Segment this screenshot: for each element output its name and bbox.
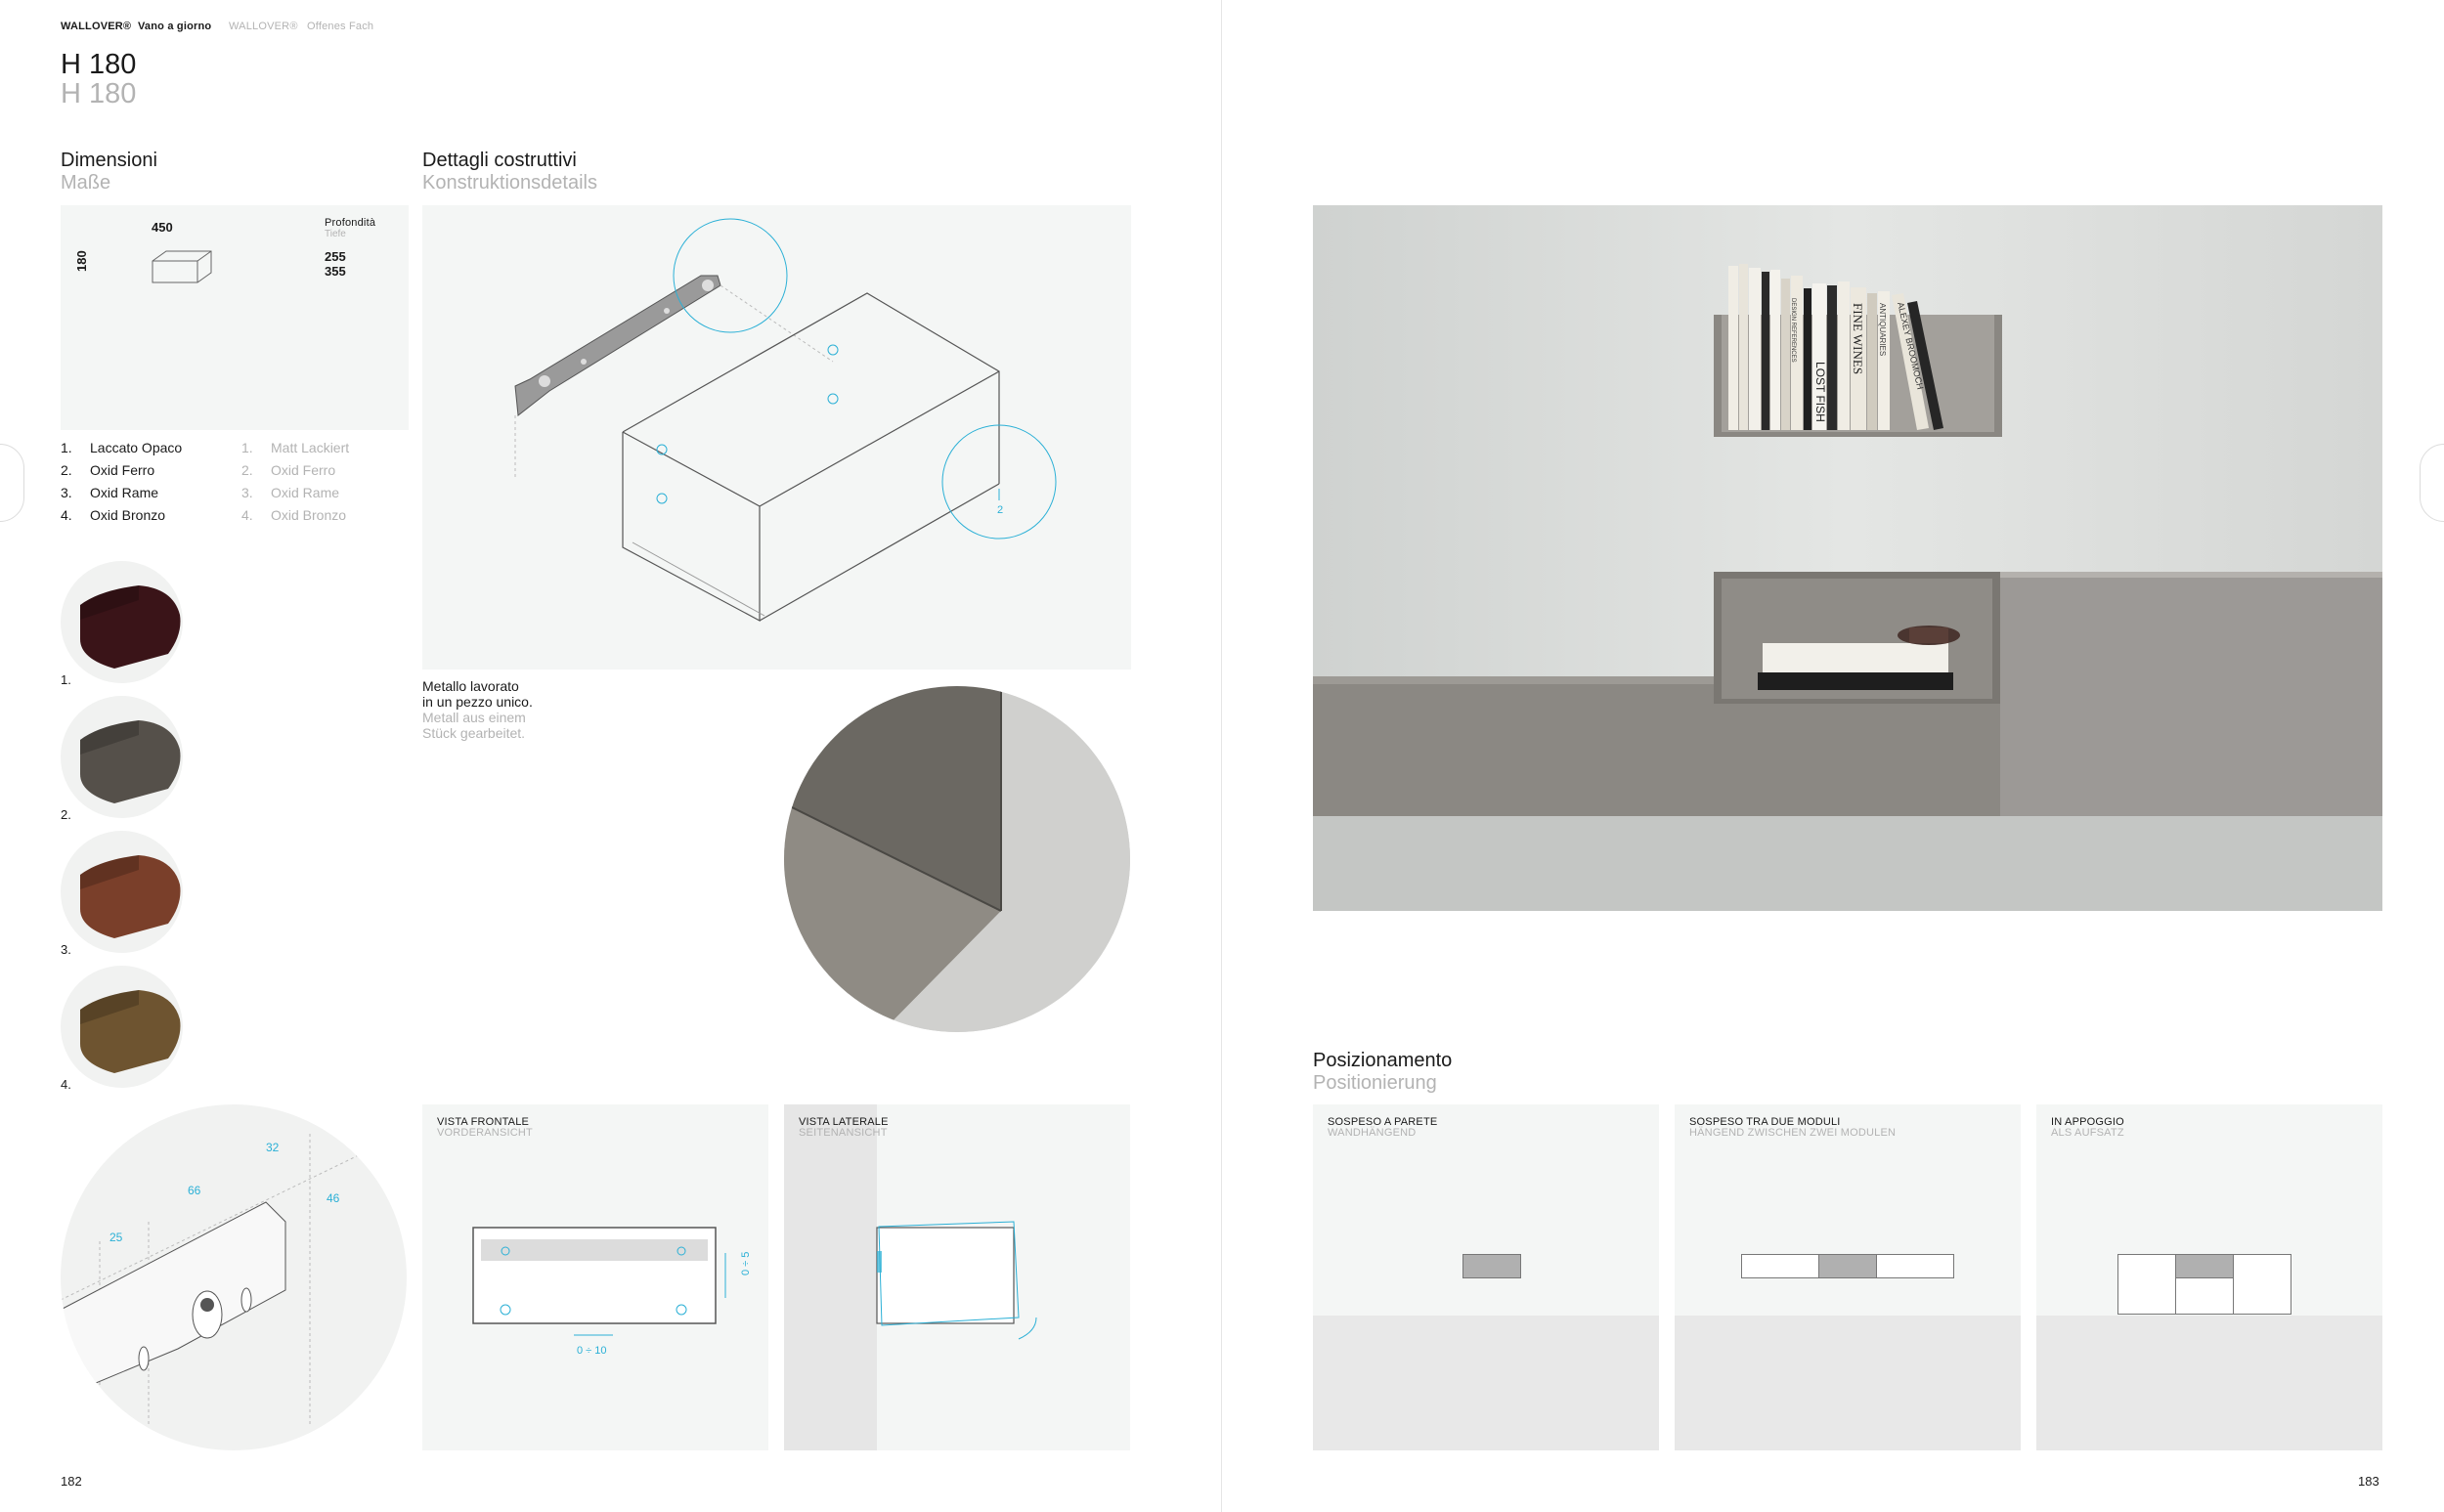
dimensions-subheading: Maße	[61, 172, 111, 194]
positioning-card-standing	[2036, 1104, 2382, 1450]
front-view-label: VISTA FRONTALE	[437, 1116, 530, 1128]
module-shape	[1818, 1254, 1877, 1278]
option-label-de: HÄNGEND ZWISCHEN ZWEI MODULEN	[1689, 1127, 1897, 1139]
page-number-left: 182	[61, 1474, 82, 1489]
bracket-dim-3: 32	[266, 1141, 280, 1154]
list-item: 4. Oxid Bronzo	[241, 507, 347, 523]
product-photo	[1313, 205, 2382, 911]
previous-page-arrow[interactable]	[0, 444, 24, 522]
module-shape	[2117, 1254, 2176, 1315]
depth-label: Profondità	[325, 217, 376, 229]
side-view-drawing	[784, 1104, 1130, 1450]
header-section-it: Vano a giorno	[138, 21, 212, 32]
list-item: 2. Oxid Ferro	[241, 462, 336, 478]
depth-value-1: 255	[325, 249, 346, 264]
option-label-de: WANDHÄNGEND	[1328, 1127, 1417, 1139]
width-value: 450	[152, 220, 173, 235]
finish-swatch-4[interactable]	[61, 966, 183, 1088]
dimensions-panel	[61, 205, 409, 430]
book-spine-2: FINE WINES	[1851, 303, 1865, 375]
box-outline-icon	[149, 249, 217, 293]
side-view-label: VISTA LATERALE	[799, 1116, 889, 1128]
side-view-label-de: SEITENANSICHT	[799, 1127, 888, 1139]
option-label-it: SOSPESO A PARETE	[1328, 1116, 1438, 1128]
module-shape	[2233, 1254, 2291, 1315]
positioning-heading: Posizionamento	[1313, 1050, 1453, 1071]
bracket-dim-4: 46	[327, 1191, 340, 1205]
list-item: 1. Laccato Opaco	[61, 440, 183, 455]
finish-swatch-3[interactable]	[61, 831, 183, 953]
construction-caption	[422, 678, 533, 741]
height-value: 180	[74, 250, 89, 272]
finish-swatch-1[interactable]	[61, 561, 183, 683]
book-spine-4: ALEXEY BROOMOCH	[1896, 301, 1926, 391]
front-view-label-de: VORDERANSICHT	[437, 1127, 533, 1139]
finishes-list-de	[241, 437, 349, 527]
bracket-detail-drawing	[61, 1104, 407, 1450]
caption-it-line-2: in un pezzo unico.	[422, 694, 533, 710]
caption-de-line-1: Metall aus einem	[422, 710, 526, 725]
list-item: 3. Oxid Rame	[241, 485, 340, 500]
callout-marker: 2	[997, 504, 1004, 516]
page-title: H 180	[61, 49, 137, 80]
construction-subheading: Konstruktionsdetails	[422, 172, 597, 194]
module-shape	[2175, 1277, 2234, 1315]
floor-area	[1675, 1316, 2021, 1450]
vertical-range-label: 0 ÷ 5	[740, 1251, 752, 1275]
front-view-panel	[422, 1104, 768, 1450]
header-brand-de: WALLOVER®	[229, 21, 298, 32]
swatch-label-3: 3.	[61, 942, 71, 957]
swatch-label-1: 1.	[61, 672, 71, 687]
list-item: 3. Oxid Rame	[61, 485, 159, 500]
option-label-it: IN APPOGGIO	[2051, 1116, 2124, 1128]
floor-area	[2036, 1316, 2382, 1450]
book-spine-5: DESIGN REFERENCES	[1790, 298, 1796, 363]
side-view-panel	[784, 1104, 1130, 1450]
caption-it-line-1: Metallo lavorato	[422, 678, 519, 694]
corner-detail-photo	[784, 686, 1130, 1032]
floor-area	[1313, 1316, 1659, 1450]
depth-value-2: 355	[325, 264, 346, 279]
swatch-label-2: 2.	[61, 807, 71, 822]
exploded-view-drawing	[422, 205, 1131, 670]
next-page-arrow[interactable]	[2420, 444, 2444, 522]
header-brand-it: WALLOVER®	[61, 21, 132, 32]
module-shape	[2175, 1254, 2234, 1278]
page-subtitle: H 180	[61, 78, 137, 109]
positioning-card-wall	[1313, 1104, 1659, 1450]
finish-swatch-2[interactable]	[61, 696, 183, 818]
depth-label-de: Tiefe	[325, 229, 346, 239]
module-shape	[1741, 1254, 1819, 1278]
bracket-dim-2: 66	[188, 1184, 201, 1197]
list-item: 1. Matt Lackiert	[241, 440, 350, 455]
list-item: 4. Oxid Bronzo	[61, 507, 166, 523]
front-view-drawing	[422, 1104, 768, 1450]
option-label-de: ALS AUFSATZ	[2051, 1127, 2124, 1139]
construction-drawing-panel	[422, 205, 1131, 670]
book-spine-1: LOST FISH	[1813, 362, 1827, 422]
bracket-dim-1: 25	[109, 1231, 123, 1244]
positioning-subheading: Positionierung	[1313, 1072, 1437, 1094]
list-item: 2. Oxid Ferro	[61, 462, 155, 478]
positioning-card-between	[1675, 1104, 2021, 1450]
module-shape	[1876, 1254, 1954, 1278]
book-spine-3: ANTIQUARIES	[1878, 303, 1887, 357]
page-number-right: 183	[2358, 1474, 2379, 1489]
horizontal-range-label: 0 ÷ 10	[577, 1345, 607, 1357]
caption-de-line-2: Stück gearbeitet.	[422, 725, 526, 741]
page-gutter	[1221, 0, 1222, 1512]
finishes-list-it	[61, 437, 182, 527]
construction-heading: Dettagli costruttivi	[422, 150, 577, 171]
header-section-de: Offenes Fach	[307, 21, 374, 32]
module-shape	[1462, 1254, 1521, 1278]
option-label-it: SOSPESO TRA DUE MODULI	[1689, 1116, 1841, 1128]
swatch-label-4: 4.	[61, 1077, 71, 1092]
dimensions-heading: Dimensioni	[61, 150, 157, 171]
